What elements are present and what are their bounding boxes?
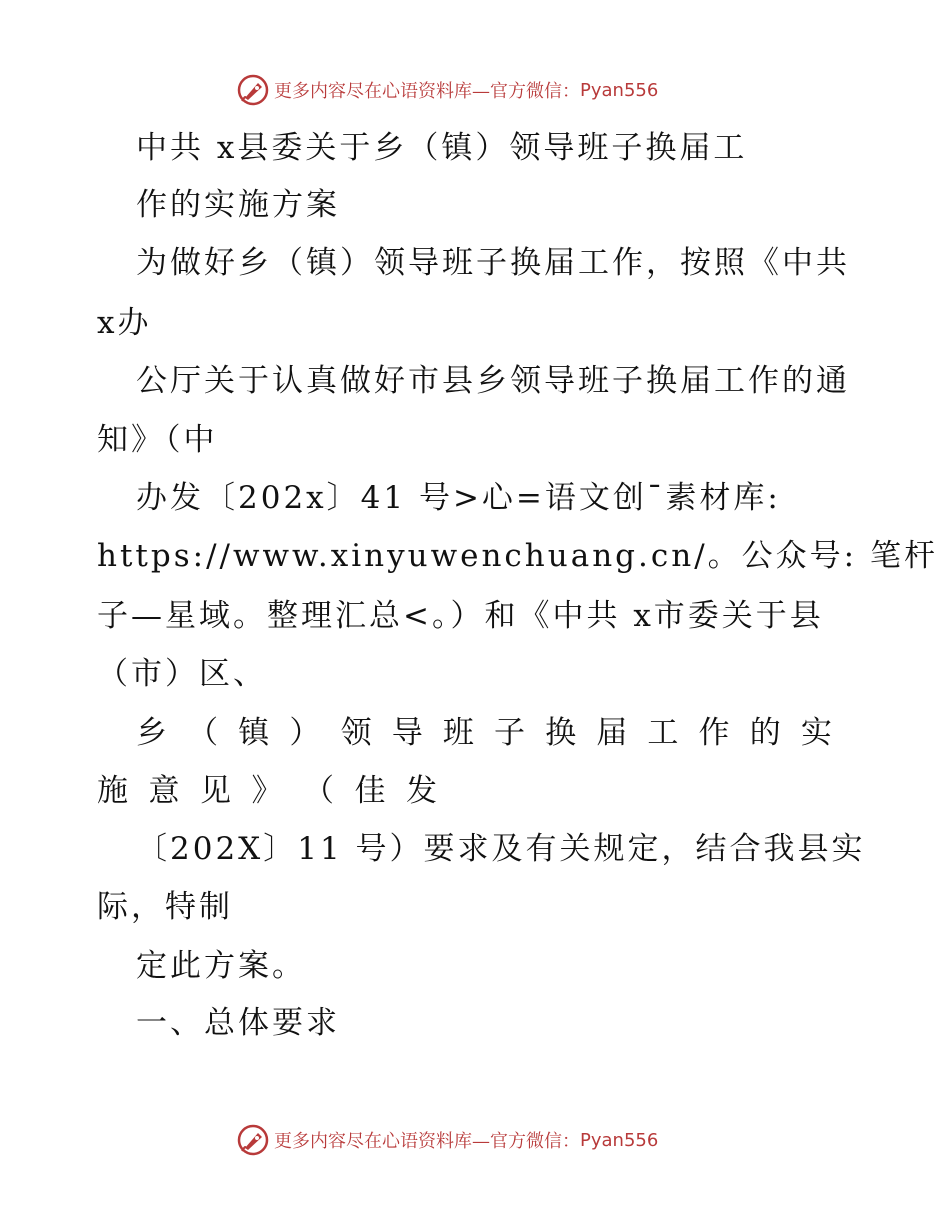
- paragraph-line: 公厅关于认真做好市县乡领导班子换届工作的通: [136, 363, 850, 399]
- pen-nib-logo-icon: [236, 1123, 270, 1157]
- paragraph-line: 〔202X〕11 号）要求及有关规定，结合我县实: [136, 831, 866, 867]
- banner-text: 更多内容尽在心语资料库—官方微信：: [274, 81, 580, 102]
- banner-wechat-id: Pyan556: [580, 79, 659, 101]
- paragraph-line: 为做好乡（镇）领导班子换届工作，按照《中共: [136, 245, 850, 281]
- document-title-line-1: 中共 x县委关于乡（镇）领导班子换届工: [136, 130, 748, 166]
- paragraph-line: 子—星域。整理汇总<。）和《中共 x市委关于县: [97, 598, 824, 634]
- justified-char: 届: [596, 715, 628, 751]
- justified-char: （: [187, 715, 219, 751]
- justified-char: 施: [97, 773, 128, 809]
- paragraph-line: （市）区、: [97, 656, 267, 692]
- paragraph-line: 定此方案。: [136, 948, 306, 984]
- justified-char: 作: [698, 715, 730, 751]
- section-heading: 一、总体要求: [136, 1005, 340, 1041]
- paragraph-line-justified: [136, 713, 832, 753]
- justified-char: 见: [200, 773, 231, 809]
- pen-nib-logo-icon: [236, 73, 270, 107]
- banner-text: 更多内容尽在心语资料库—官方微信：: [274, 1131, 580, 1152]
- paragraph-line: 际，特制: [97, 889, 233, 925]
- banner-wechat-id: Pyan556: [580, 1129, 659, 1151]
- justified-char: 意: [148, 773, 180, 809]
- document-title-line-2: 作的实施方案: [136, 187, 340, 223]
- justified-char: 的: [749, 715, 781, 751]
- justified-char: 子: [493, 715, 525, 751]
- justified-char: 导: [391, 715, 423, 751]
- justified-char: 》: [251, 773, 283, 809]
- justified-char: 佳: [354, 773, 386, 809]
- justified-char: 乡: [136, 715, 167, 751]
- justified-char: 镇: [238, 715, 270, 751]
- paragraph-line: https://www.xinyuwenchuang.cn/。公众号: 笔杆: [97, 538, 938, 574]
- footer-banner: [236, 1122, 658, 1158]
- justified-char: 领: [340, 715, 372, 751]
- paragraph-line: 办发〔202x〕41 号>心=语文创¯素材库:: [136, 480, 781, 516]
- paragraph-line: 知》（中: [97, 422, 218, 458]
- justified-char: （: [303, 773, 334, 809]
- header-banner: [236, 72, 658, 108]
- justified-char: 工: [647, 715, 679, 751]
- justified-text: [136, 713, 832, 753]
- justified-char: 班: [442, 715, 474, 751]
- justified-char: 发: [406, 773, 437, 809]
- paragraph-line: x办: [97, 305, 152, 341]
- justified-text: [97, 771, 437, 811]
- justified-char: ）: [289, 715, 321, 751]
- justified-char: 实: [800, 715, 832, 751]
- justified-char: 换: [545, 715, 577, 751]
- paragraph-line-justified: [97, 771, 437, 811]
